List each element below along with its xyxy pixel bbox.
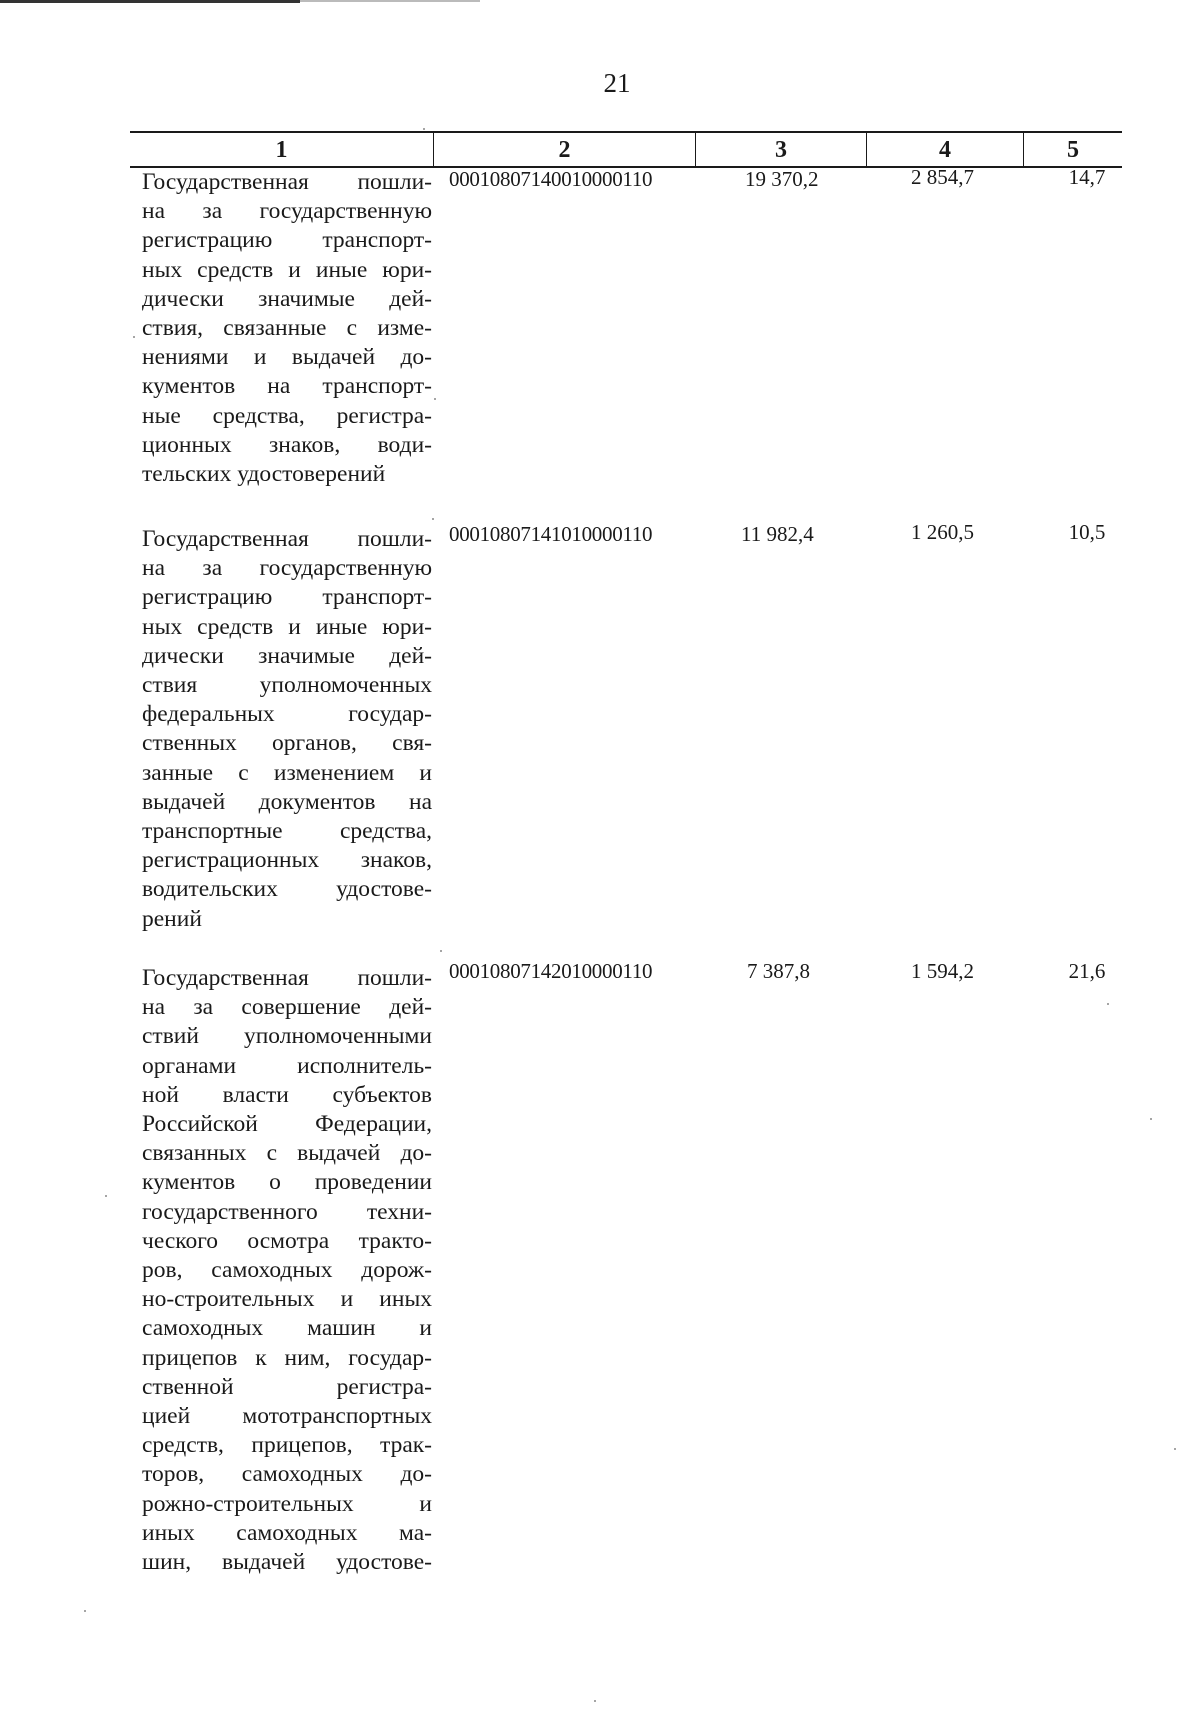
scan-speck xyxy=(440,950,442,952)
scan-speck xyxy=(594,1700,596,1702)
description-line: цией мототранспортных xyxy=(142,1403,432,1430)
description-line: на за государственную xyxy=(142,198,432,225)
row-value-col3: 7 387,8 xyxy=(747,959,810,983)
scan-speck xyxy=(432,518,434,520)
table-header-row xyxy=(130,133,1122,168)
description-line: дически значимые дей- xyxy=(142,642,432,669)
description-line: органами исполнитель- xyxy=(142,1052,432,1079)
description-line: Государственная пошли- xyxy=(142,169,432,195)
scan-speck xyxy=(1150,1118,1152,1120)
description-line: ствия уполномоченных xyxy=(142,672,432,699)
description-line: государственного техни- xyxy=(142,1198,432,1225)
description-line: ческого осмотра тракто- xyxy=(142,1227,432,1254)
description-line: прицепов к ним, государ- xyxy=(142,1344,432,1371)
description-line: самоходных машин и xyxy=(142,1315,432,1342)
row-value-col4: 1 594,2 xyxy=(911,959,974,983)
scan-edge-mark-faint xyxy=(300,0,480,2)
description-line: ствия, связанные с изме- xyxy=(142,315,432,342)
scan-speck xyxy=(434,398,436,400)
scan-speck xyxy=(84,1610,86,1612)
description-line: рений xyxy=(142,905,202,932)
description-line: ров, самоходных дорож- xyxy=(142,1257,432,1284)
description-line: ные средства, регистра- xyxy=(142,402,432,429)
description-line: на за совершение дей- xyxy=(142,994,432,1021)
description-line: кументов о проведении xyxy=(142,1169,432,1196)
header-col-2: 2 xyxy=(433,133,695,166)
description-line: регистрационных знаков, xyxy=(142,847,432,874)
description-line: ственных органов, свя- xyxy=(142,730,432,757)
scan-edge-mark xyxy=(0,0,300,3)
header-col-5: 5 xyxy=(1023,133,1122,166)
description-line: связанных с выдачей до- xyxy=(142,1140,432,1167)
description-line: дически значимые дей- xyxy=(142,285,432,312)
row-value-col5: 10,5 xyxy=(1068,520,1106,544)
row-value-col3: 11 982,4 xyxy=(741,522,814,546)
description-line: Государственная пошли- xyxy=(142,965,432,991)
scan-speck xyxy=(133,336,135,338)
scan-speck xyxy=(105,1195,107,1197)
row-description xyxy=(142,525,432,934)
header-col-3: 3 xyxy=(695,133,866,166)
row-value-col3: 19 370,2 xyxy=(745,167,819,191)
row-code: 00010807142010000110 xyxy=(449,959,653,983)
row-value-col5: 21,6 xyxy=(1068,959,1106,983)
scan-speck xyxy=(1107,1003,1109,1005)
row-value-col4: 2 854,7 xyxy=(911,165,974,189)
description-line: рожно-строительных и xyxy=(142,1490,432,1517)
scan-speck xyxy=(1174,1448,1176,1450)
scan-speck xyxy=(423,128,425,130)
description-line: торов, самоходных до- xyxy=(142,1461,432,1488)
header-col-1: 1 xyxy=(275,137,288,163)
description-line: ных средств и иные юри- xyxy=(142,256,432,283)
description-line: кументов на транспорт- xyxy=(142,373,432,400)
description-line: регистрацию транспорт- xyxy=(142,584,432,611)
description-line: выдачей документов на xyxy=(142,788,432,815)
description-line: нениями и выдачей до- xyxy=(142,344,432,371)
description-line: Российской Федерации, xyxy=(142,1111,432,1138)
description-line: шин, выдачей удостове- xyxy=(142,1549,432,1576)
row-description xyxy=(142,168,432,489)
description-line: регистрацию транспорт- xyxy=(142,227,432,254)
row-code: 00010807140010000110 xyxy=(449,167,653,191)
description-line: транспортные средства, xyxy=(142,818,432,845)
description-line: ствий уполномоченными xyxy=(142,1023,432,1050)
row-description xyxy=(142,964,432,1577)
description-line: средств, прицепов, трак- xyxy=(142,1432,432,1459)
row-value-col4: 1 260,5 xyxy=(911,520,974,544)
description-line: ционных знаков, води- xyxy=(142,431,432,458)
description-line: Государственная пошли- xyxy=(142,526,432,552)
description-line: водительских удостове- xyxy=(142,876,432,903)
page-number: 21 xyxy=(603,68,631,98)
description-line: занные с изменением и xyxy=(142,759,432,786)
description-line: тельских удостоверений xyxy=(142,461,386,488)
description-line: но-строительных и иных xyxy=(142,1286,432,1313)
description-line: ных средств и иные юри- xyxy=(142,613,432,640)
description-line: ной власти субъектов xyxy=(142,1081,432,1108)
header-col-4: 4 xyxy=(866,133,1023,166)
description-line: иных самоходных ма- xyxy=(142,1519,432,1546)
row-code: 00010807141010000110 xyxy=(449,522,653,546)
description-line: ственной регистра- xyxy=(142,1373,432,1400)
description-line: федеральных государ- xyxy=(142,701,432,728)
description-line: на за государственную xyxy=(142,555,432,582)
row-value-col5: 14,7 xyxy=(1068,165,1106,189)
